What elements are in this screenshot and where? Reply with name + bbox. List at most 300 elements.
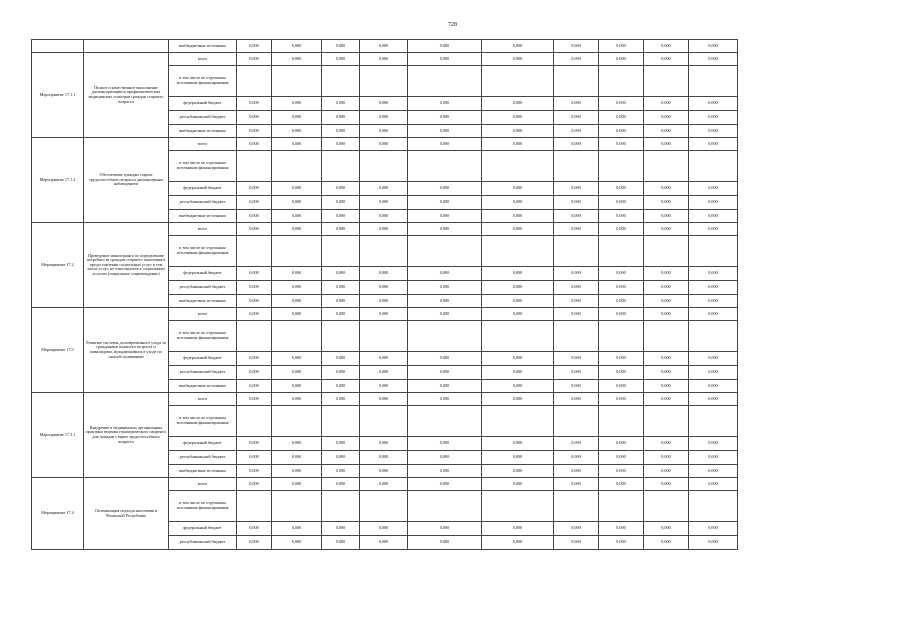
value-cell: 0,000 bbox=[360, 223, 408, 236]
value-cell: 0,000 bbox=[689, 138, 738, 151]
value-cell: 0,000 bbox=[237, 210, 272, 223]
value-cell: 0,000 bbox=[272, 536, 322, 550]
value-cell: 0,000 bbox=[554, 380, 599, 393]
value-cell: 0,000 bbox=[237, 352, 272, 366]
value-cell bbox=[689, 151, 738, 182]
event-id: Мероприятие 17.3 bbox=[32, 308, 84, 393]
value-cell: 0,000 bbox=[482, 393, 554, 406]
value-cell: 0,000 bbox=[272, 138, 322, 151]
value-cell: 0,000 bbox=[482, 97, 554, 111]
value-cell: 0,000 bbox=[408, 308, 482, 321]
value-cell: 0,000 bbox=[272, 281, 322, 295]
value-cell: 0,000 bbox=[272, 478, 322, 491]
value-cell: 0,000 bbox=[689, 478, 738, 491]
value-cell: 0,000 bbox=[272, 393, 322, 406]
value-cell: 0,000 bbox=[482, 40, 554, 53]
value-cell: 0,000 bbox=[322, 125, 360, 138]
value-cell: 0,000 bbox=[689, 522, 738, 536]
value-cell bbox=[482, 236, 554, 267]
value-cell: 0,000 bbox=[322, 223, 360, 236]
value-cell: 0,000 bbox=[482, 366, 554, 380]
value-cell bbox=[482, 491, 554, 522]
value-cell: 0,000 bbox=[554, 223, 599, 236]
value-cell bbox=[408, 406, 482, 437]
value-cell: 0,000 bbox=[408, 380, 482, 393]
value-cell: 0,000 bbox=[408, 366, 482, 380]
source-cell: внебюджетные источники bbox=[169, 465, 237, 478]
value-cell: 0,000 bbox=[408, 97, 482, 111]
value-cell: 0,000 bbox=[272, 223, 322, 236]
event-id: Мероприятие 17.4 bbox=[32, 478, 84, 550]
value-cell: 0,000 bbox=[237, 182, 272, 196]
value-cell bbox=[360, 491, 408, 522]
event-name: Оптимизация подхода населения в Чеченской Республике bbox=[84, 478, 169, 550]
source-cell: всего bbox=[169, 393, 237, 406]
value-cell: 0,000 bbox=[482, 182, 554, 196]
value-cell bbox=[360, 66, 408, 97]
value-cell: 0,000 bbox=[360, 478, 408, 491]
source-cell: федеральный бюджет bbox=[169, 352, 237, 366]
value-cell bbox=[322, 406, 360, 437]
value-cell: 0,000 bbox=[644, 437, 689, 451]
value-cell: 0,000 bbox=[408, 295, 482, 308]
value-cell bbox=[644, 491, 689, 522]
value-cell: 0,000 bbox=[360, 138, 408, 151]
value-cell: 0,000 bbox=[322, 478, 360, 491]
value-cell: 0,000 bbox=[237, 97, 272, 111]
value-cell: 0,000 bbox=[689, 281, 738, 295]
value-cell: 0,000 bbox=[554, 478, 599, 491]
value-cell: 0,000 bbox=[360, 111, 408, 125]
value-cell: 0,000 bbox=[408, 223, 482, 236]
value-cell: 0,000 bbox=[554, 366, 599, 380]
value-cell: 0,000 bbox=[408, 182, 482, 196]
value-cell bbox=[237, 66, 272, 97]
value-cell: 0,000 bbox=[599, 182, 644, 196]
value-cell: 0,000 bbox=[322, 437, 360, 451]
source-cell: всего bbox=[169, 308, 237, 321]
value-cell: 0,000 bbox=[237, 380, 272, 393]
value-cell: 0,000 bbox=[689, 380, 738, 393]
value-cell: 0,000 bbox=[482, 380, 554, 393]
value-cell: 0,000 bbox=[322, 182, 360, 196]
source-cell: внебюджетные источники bbox=[169, 40, 237, 53]
value-cell: 0,000 bbox=[644, 267, 689, 281]
value-cell: 0,000 bbox=[554, 536, 599, 550]
value-cell: 0,000 bbox=[408, 281, 482, 295]
value-cell: 0,000 bbox=[644, 53, 689, 66]
value-cell: 0,000 bbox=[644, 138, 689, 151]
value-cell: 0,000 bbox=[272, 97, 322, 111]
value-cell: 0,000 bbox=[599, 352, 644, 366]
value-cell: 0,000 bbox=[599, 308, 644, 321]
value-cell: 0,000 bbox=[644, 295, 689, 308]
value-cell: 0,000 bbox=[554, 97, 599, 111]
value-cell: 0,000 bbox=[689, 352, 738, 366]
value-cell: 0,000 bbox=[408, 352, 482, 366]
value-cell: 0,000 bbox=[237, 451, 272, 465]
event-name: Развитие системы долговременного ухода за гражданами пожилого возраста и инвалидами, нуждающимися в уходе по самообслуживанию bbox=[84, 308, 169, 393]
value-cell: 0,000 bbox=[482, 138, 554, 151]
value-cell: 0,000 bbox=[237, 111, 272, 125]
value-cell bbox=[322, 236, 360, 267]
value-cell: 0,000 bbox=[237, 522, 272, 536]
table-row bbox=[32, 223, 738, 236]
value-cell: 0,000 bbox=[554, 465, 599, 478]
value-cell: 0,000 bbox=[689, 451, 738, 465]
value-cell bbox=[408, 151, 482, 182]
value-cell bbox=[272, 491, 322, 522]
value-cell: 0,000 bbox=[322, 111, 360, 125]
value-cell: 0,000 bbox=[644, 451, 689, 465]
value-cell: 0,000 bbox=[272, 210, 322, 223]
value-cell: 0,000 bbox=[689, 536, 738, 550]
value-cell: 0,000 bbox=[360, 465, 408, 478]
value-cell: 0,000 bbox=[322, 366, 360, 380]
value-cell: 0,000 bbox=[272, 352, 322, 366]
value-cell: 0,000 bbox=[322, 210, 360, 223]
value-cell bbox=[360, 321, 408, 352]
value-cell: 0,000 bbox=[482, 308, 554, 321]
source-cell: всего bbox=[169, 53, 237, 66]
value-cell bbox=[482, 406, 554, 437]
source-cell: федеральный бюджет bbox=[169, 182, 237, 196]
value-cell: 0,000 bbox=[644, 97, 689, 111]
value-cell: 0,000 bbox=[644, 380, 689, 393]
value-cell bbox=[644, 151, 689, 182]
value-cell: 0,000 bbox=[644, 352, 689, 366]
value-cell: 0,000 bbox=[599, 478, 644, 491]
value-cell: 0,000 bbox=[599, 210, 644, 223]
value-cell: 0,000 bbox=[272, 437, 322, 451]
value-cell: 0,000 bbox=[408, 196, 482, 210]
table-row bbox=[32, 40, 738, 53]
value-cell bbox=[482, 321, 554, 352]
value-cell: 0,000 bbox=[237, 465, 272, 478]
value-cell: 0,000 bbox=[272, 465, 322, 478]
value-cell: 0,000 bbox=[644, 478, 689, 491]
value-cell: 0,000 bbox=[482, 111, 554, 125]
value-cell: 0,000 bbox=[360, 393, 408, 406]
value-cell: 0,000 bbox=[689, 111, 738, 125]
table-row bbox=[32, 53, 738, 66]
source-cell: федеральный бюджет bbox=[169, 522, 237, 536]
value-cell: 0,000 bbox=[360, 380, 408, 393]
value-cell bbox=[599, 321, 644, 352]
value-cell: 0,000 bbox=[408, 522, 482, 536]
value-cell: 0,000 bbox=[322, 352, 360, 366]
value-cell: 0,000 bbox=[237, 478, 272, 491]
value-cell: 0,000 bbox=[360, 352, 408, 366]
value-cell: 0,000 bbox=[322, 393, 360, 406]
value-cell: 0,000 bbox=[554, 393, 599, 406]
source-cell: всего bbox=[169, 223, 237, 236]
value-cell: 0,000 bbox=[237, 281, 272, 295]
value-cell bbox=[554, 151, 599, 182]
value-cell: 0,000 bbox=[689, 393, 738, 406]
value-cell: 0,000 bbox=[408, 111, 482, 125]
value-cell: 0,000 bbox=[360, 308, 408, 321]
value-cell: 0,000 bbox=[599, 111, 644, 125]
value-cell: 0,000 bbox=[360, 437, 408, 451]
value-cell bbox=[482, 66, 554, 97]
value-cell bbox=[360, 236, 408, 267]
value-cell: 0,000 bbox=[272, 267, 322, 281]
value-cell bbox=[322, 151, 360, 182]
value-cell: 0,000 bbox=[272, 451, 322, 465]
table-row bbox=[32, 478, 738, 491]
value-cell bbox=[360, 151, 408, 182]
value-cell bbox=[689, 66, 738, 97]
value-cell bbox=[482, 151, 554, 182]
value-cell: 0,000 bbox=[689, 366, 738, 380]
source-cell: всего bbox=[169, 478, 237, 491]
value-cell bbox=[272, 406, 322, 437]
value-cell: 0,000 bbox=[322, 295, 360, 308]
value-cell: 0,000 bbox=[272, 366, 322, 380]
value-cell: 0,000 bbox=[599, 97, 644, 111]
value-cell: 0,000 bbox=[554, 53, 599, 66]
value-cell: 0,000 bbox=[554, 182, 599, 196]
value-cell: 0,000 bbox=[408, 393, 482, 406]
value-cell: 0,000 bbox=[554, 522, 599, 536]
value-cell: 0,000 bbox=[599, 380, 644, 393]
value-cell: 0,000 bbox=[599, 536, 644, 550]
value-cell: 0,000 bbox=[360, 451, 408, 465]
value-cell: 0,000 bbox=[237, 40, 272, 53]
value-cell: 0,000 bbox=[360, 522, 408, 536]
value-cell bbox=[644, 236, 689, 267]
value-cell: 0,000 bbox=[272, 40, 322, 53]
value-cell: 0,000 bbox=[322, 196, 360, 210]
value-cell: 0,000 bbox=[599, 393, 644, 406]
value-cell bbox=[599, 406, 644, 437]
value-cell: 0,000 bbox=[644, 223, 689, 236]
value-cell: 0,000 bbox=[689, 125, 738, 138]
value-cell: 0,000 bbox=[482, 437, 554, 451]
value-cell: 0,000 bbox=[482, 295, 554, 308]
value-cell: 0,000 bbox=[599, 437, 644, 451]
value-cell bbox=[408, 321, 482, 352]
value-cell: 0,000 bbox=[689, 223, 738, 236]
value-cell bbox=[644, 406, 689, 437]
value-cell: 0,000 bbox=[689, 267, 738, 281]
value-cell bbox=[237, 321, 272, 352]
budget-table bbox=[31, 39, 738, 550]
value-cell: 0,000 bbox=[644, 125, 689, 138]
value-cell bbox=[599, 151, 644, 182]
value-cell bbox=[689, 321, 738, 352]
source-cell: республиканский бюджет bbox=[169, 196, 237, 210]
value-cell bbox=[554, 66, 599, 97]
value-cell: 0,000 bbox=[482, 196, 554, 210]
value-cell: 0,000 bbox=[408, 53, 482, 66]
source-cell: федеральный бюджет bbox=[169, 97, 237, 111]
value-cell: 0,000 bbox=[482, 352, 554, 366]
value-cell: 0,000 bbox=[408, 451, 482, 465]
value-cell bbox=[554, 491, 599, 522]
value-cell bbox=[322, 491, 360, 522]
value-cell: 0,000 bbox=[360, 267, 408, 281]
source-cell: республиканский бюджет bbox=[169, 451, 237, 465]
value-cell: 0,000 bbox=[554, 281, 599, 295]
value-cell: 0,000 bbox=[322, 53, 360, 66]
value-cell: 0,000 bbox=[689, 53, 738, 66]
value-cell: 0,000 bbox=[482, 223, 554, 236]
value-cell: 0,000 bbox=[360, 536, 408, 550]
value-cell: 0,000 bbox=[599, 281, 644, 295]
value-cell: 0,000 bbox=[237, 536, 272, 550]
source-cell: внебюджетные источники bbox=[169, 210, 237, 223]
source-cell: федеральный бюджет bbox=[169, 437, 237, 451]
value-cell bbox=[272, 151, 322, 182]
value-cell: 0,000 bbox=[689, 182, 738, 196]
value-cell: 0,000 bbox=[482, 267, 554, 281]
value-cell bbox=[689, 406, 738, 437]
empty-cell bbox=[32, 40, 84, 53]
value-cell bbox=[554, 321, 599, 352]
value-cell: 0,000 bbox=[408, 210, 482, 223]
value-cell: 0,000 bbox=[689, 295, 738, 308]
value-cell bbox=[322, 66, 360, 97]
source-cell: в том числе по отдельным источникам финансирования bbox=[169, 321, 237, 352]
value-cell: 0,000 bbox=[408, 536, 482, 550]
value-cell bbox=[272, 321, 322, 352]
value-cell: 0,000 bbox=[408, 40, 482, 53]
value-cell: 0,000 bbox=[482, 53, 554, 66]
value-cell: 0,000 bbox=[237, 308, 272, 321]
value-cell: 0,000 bbox=[599, 138, 644, 151]
value-cell: 0,000 bbox=[689, 210, 738, 223]
value-cell: 0,000 bbox=[322, 281, 360, 295]
value-cell: 0,000 bbox=[554, 295, 599, 308]
event-name: Обеспечение граждан старше трудоспособного возраста диспансерным наблюдением bbox=[84, 138, 169, 223]
value-cell: 0,000 bbox=[644, 393, 689, 406]
value-cell: 0,000 bbox=[554, 210, 599, 223]
value-cell: 0,000 bbox=[272, 308, 322, 321]
value-cell: 0,000 bbox=[644, 465, 689, 478]
value-cell: 0,000 bbox=[482, 465, 554, 478]
value-cell bbox=[554, 406, 599, 437]
value-cell bbox=[599, 491, 644, 522]
value-cell: 0,000 bbox=[599, 295, 644, 308]
value-cell bbox=[237, 406, 272, 437]
event-id: Мероприятие 17.2 bbox=[32, 223, 84, 308]
value-cell: 0,000 bbox=[689, 97, 738, 111]
source-cell: в том числе по отдельным источникам финансирования bbox=[169, 406, 237, 437]
value-cell: 0,000 bbox=[322, 40, 360, 53]
value-cell bbox=[360, 406, 408, 437]
source-cell: в том числе по отдельным источникам финансирования bbox=[169, 66, 237, 97]
value-cell: 0,000 bbox=[408, 125, 482, 138]
value-cell: 0,000 bbox=[644, 366, 689, 380]
value-cell: 0,000 bbox=[237, 138, 272, 151]
value-cell: 0,000 bbox=[322, 308, 360, 321]
value-cell: 0,000 bbox=[272, 182, 322, 196]
value-cell: 0,000 bbox=[360, 125, 408, 138]
value-cell: 0,000 bbox=[360, 366, 408, 380]
source-cell: республиканский бюджет bbox=[169, 366, 237, 380]
value-cell: 0,000 bbox=[360, 40, 408, 53]
value-cell: 0,000 bbox=[408, 267, 482, 281]
value-cell: 0,000 bbox=[237, 393, 272, 406]
value-cell: 0,000 bbox=[360, 196, 408, 210]
value-cell: 0,000 bbox=[237, 53, 272, 66]
value-cell: 0,000 bbox=[360, 182, 408, 196]
value-cell: 0,000 bbox=[482, 522, 554, 536]
source-cell: в том числе по отдельным источникам финансирования bbox=[169, 491, 237, 522]
value-cell: 0,000 bbox=[554, 138, 599, 151]
value-cell: 0,000 bbox=[554, 308, 599, 321]
value-cell bbox=[689, 236, 738, 267]
value-cell bbox=[599, 236, 644, 267]
value-cell bbox=[272, 236, 322, 267]
value-cell bbox=[237, 236, 272, 267]
value-cell bbox=[689, 491, 738, 522]
value-cell: 0,000 bbox=[322, 451, 360, 465]
value-cell: 0,000 bbox=[237, 437, 272, 451]
value-cell: 0,000 bbox=[322, 267, 360, 281]
value-cell: 0,000 bbox=[689, 40, 738, 53]
event-name: Внедрение в медицинских организациях практики ведения гериатрического пациента для граждан старше трудоспособного возраста bbox=[84, 393, 169, 478]
value-cell: 0,000 bbox=[272, 380, 322, 393]
value-cell: 0,000 bbox=[482, 451, 554, 465]
value-cell: 0,000 bbox=[408, 465, 482, 478]
value-cell: 0,000 bbox=[599, 125, 644, 138]
value-cell: 0,000 bbox=[237, 295, 272, 308]
value-cell: 0,000 bbox=[322, 522, 360, 536]
value-cell: 0,000 bbox=[408, 437, 482, 451]
value-cell bbox=[272, 66, 322, 97]
value-cell: 0,000 bbox=[272, 522, 322, 536]
value-cell: 0,000 bbox=[482, 125, 554, 138]
value-cell: 0,000 bbox=[322, 97, 360, 111]
value-cell: 0,000 bbox=[599, 451, 644, 465]
value-cell: 0,000 bbox=[554, 196, 599, 210]
value-cell: 0,000 bbox=[644, 40, 689, 53]
value-cell: 0,000 bbox=[360, 295, 408, 308]
event-name: Проведение мониторинга по определению потребности граждан старшего поколения в предоставлении социальных услуг в том числе услуг, не относящихся к социальным услугам (социальное сопровождение) bbox=[84, 223, 169, 308]
value-cell: 0,000 bbox=[482, 536, 554, 550]
value-cell bbox=[644, 321, 689, 352]
value-cell: 0,000 bbox=[237, 267, 272, 281]
value-cell: 0,000 bbox=[272, 295, 322, 308]
source-cell: внебюджетные источники bbox=[169, 380, 237, 393]
value-cell: 0,000 bbox=[599, 53, 644, 66]
value-cell: 0,000 bbox=[360, 53, 408, 66]
value-cell: 0,000 bbox=[644, 308, 689, 321]
value-cell: 0,000 bbox=[237, 223, 272, 236]
value-cell bbox=[644, 66, 689, 97]
value-cell: 0,000 bbox=[644, 536, 689, 550]
value-cell: 0,000 bbox=[482, 478, 554, 491]
event-id: Мероприятие 17.1.1 bbox=[32, 53, 84, 138]
value-cell: 0,000 bbox=[554, 451, 599, 465]
value-cell: 0,000 bbox=[482, 281, 554, 295]
value-cell: 0,000 bbox=[689, 308, 738, 321]
source-cell: федеральный бюджет bbox=[169, 267, 237, 281]
table-row bbox=[32, 308, 738, 321]
value-cell: 0,000 bbox=[689, 196, 738, 210]
value-cell: 0,000 bbox=[599, 267, 644, 281]
page-number: 728 bbox=[448, 22, 457, 28]
source-cell: республиканский бюджет bbox=[169, 281, 237, 295]
value-cell: 0,000 bbox=[599, 223, 644, 236]
value-cell: 0,000 bbox=[689, 437, 738, 451]
value-cell: 0,000 bbox=[360, 281, 408, 295]
value-cell: 0,000 bbox=[482, 210, 554, 223]
value-cell: 0,000 bbox=[272, 125, 322, 138]
